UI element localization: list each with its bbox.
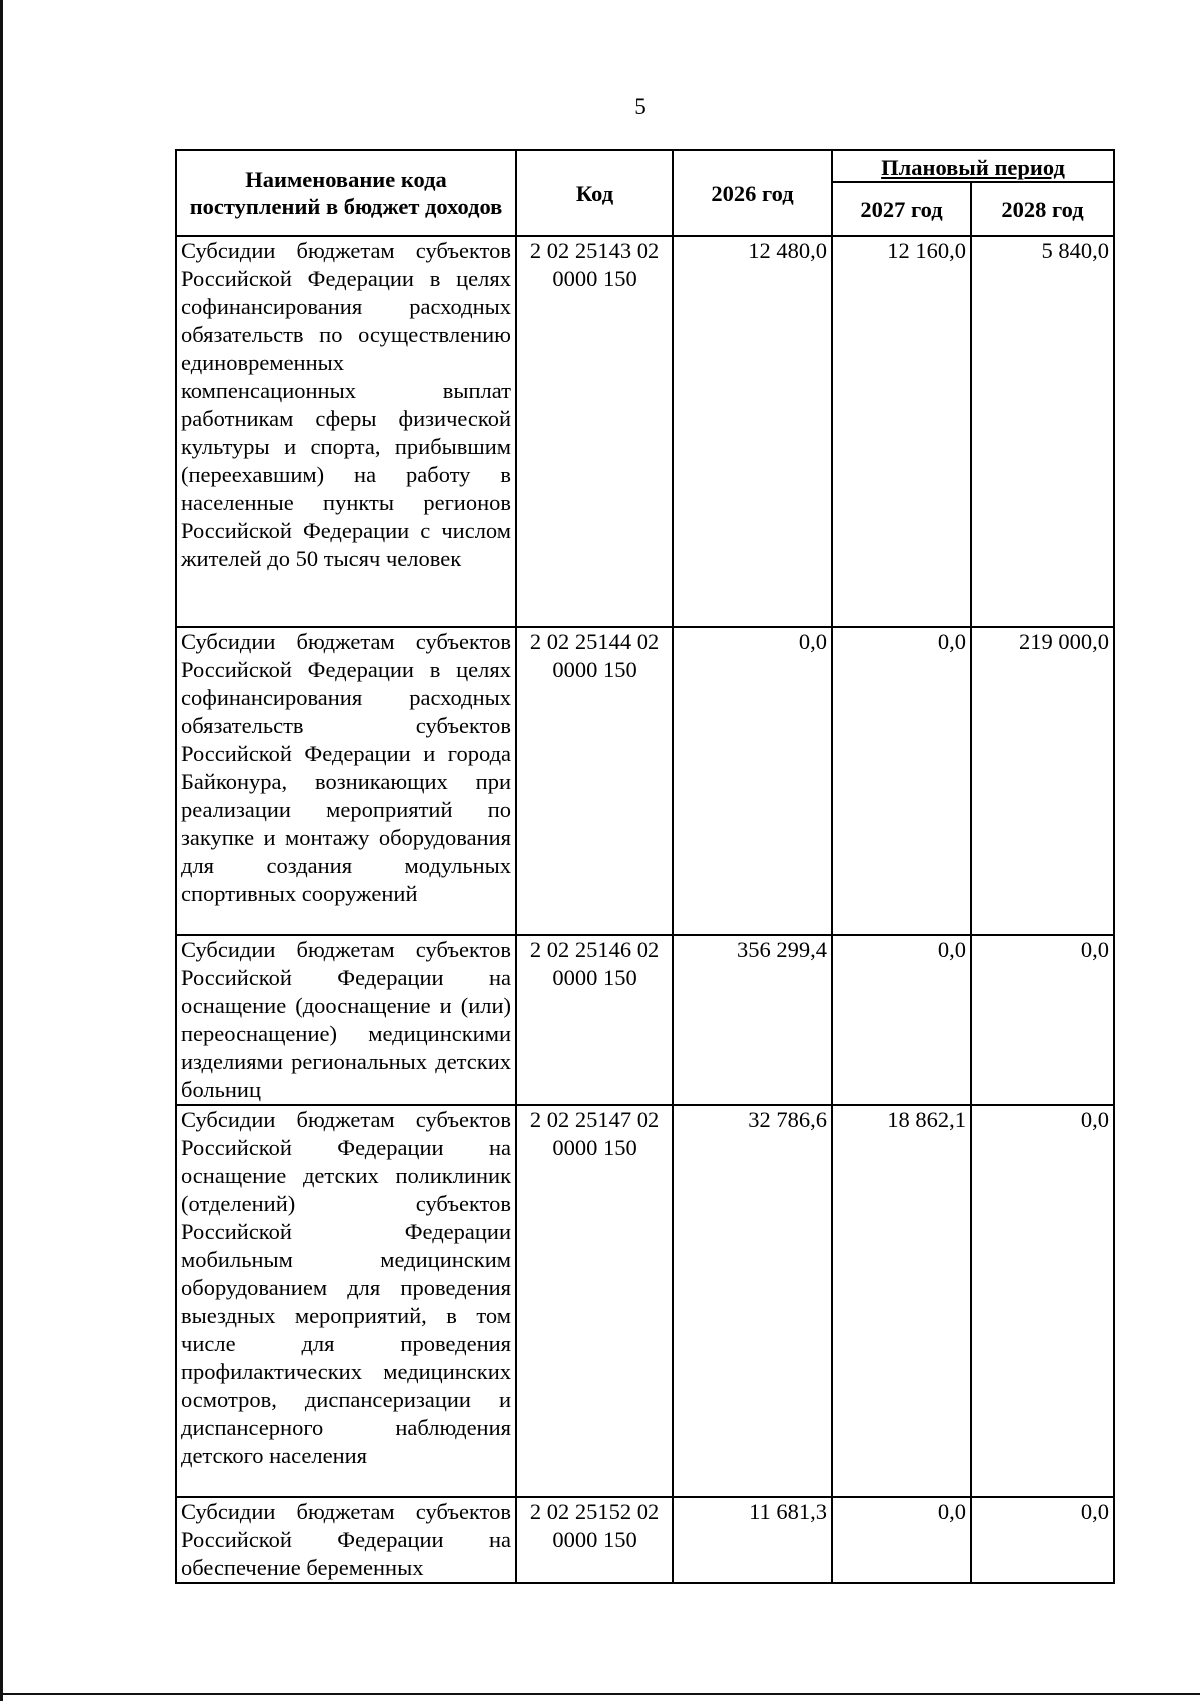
table-row <box>176 935 1114 1105</box>
header-code: Код <box>516 150 673 236</box>
row-code: 2 02 25146 02 0000 150 <box>516 935 673 1105</box>
scan-edge-bottom <box>0 1693 1200 1695</box>
row-value-2027: 0,0 <box>832 935 971 1105</box>
row-value-2027: 12 160,0 <box>832 236 971 627</box>
row-value-2026: 11 681,3 <box>673 1497 832 1583</box>
scan-edge-left <box>0 0 3 1701</box>
row-value-2026: 356 299,4 <box>673 935 832 1105</box>
table-row <box>176 1105 1114 1497</box>
table-row <box>176 627 1114 935</box>
header-2028: 2028 год <box>971 182 1114 236</box>
page-number: 5 <box>634 94 646 119</box>
table-row <box>176 1497 1114 1583</box>
header-2027: 2027 год <box>832 182 971 236</box>
row-value-2027: 18 862,1 <box>832 1105 971 1497</box>
row-name: Субсидии бюджетам субъектов Российской Федерации на оснащение (дооснащение и (или) переоснащение) медицинскими изделиями региональных детских больниц <box>176 935 516 1105</box>
row-value-2027: 0,0 <box>832 627 971 935</box>
row-value-2026: 12 480,0 <box>673 236 832 627</box>
row-value-2028: 0,0 <box>971 1497 1114 1583</box>
row-name: Субсидии бюджетам субъектов Российской Федерации на обеспечение беременных <box>176 1497 516 1583</box>
table-row <box>176 236 1114 627</box>
row-code: 2 02 25144 02 0000 150 <box>516 627 673 935</box>
row-value-2026: 32 786,6 <box>673 1105 832 1497</box>
header-planned-period: Плановый период <box>832 150 1114 182</box>
row-code: 2 02 25152 02 0000 150 <box>516 1497 673 1583</box>
row-value-2026: 0,0 <box>673 627 832 935</box>
row-value-2028: 219 000,0 <box>971 627 1114 935</box>
row-value-2027: 0,0 <box>832 1497 971 1583</box>
row-value-2028: 5 840,0 <box>971 236 1114 627</box>
header-name: Наименование кода поступлений в бюджет доходов <box>176 150 516 236</box>
row-name: Субсидии бюджетам субъектов Российской Федерации на оснащение детских поликлиник (отделений) субъектов Российской Федерации мобильным медицинским оборудованием для проведения выездных мероприятий, в том числе для проведения профилактических медицинских осмотров, диспансеризации и диспансерного наблюдения детского населения <box>176 1105 516 1497</box>
row-name: Субсидии бюджетам субъектов Российской Федерации в целях софинансирования расходных обязательств по осуществлению единовременных компенсационных выплат работникам сферы физической культуры и спорта, прибывшим (переехавшим) на работу в населенные пункты регионов Российской Федерации с числом жителей до 50 тысяч человек <box>176 236 516 627</box>
budget-revenue-table <box>175 149 1115 1584</box>
header-2026: 2026 год <box>673 150 832 236</box>
row-name: Субсидии бюджетам субъектов Российской Федерации в целях софинансирования расходных обязательств субъектов Российской Федерации и города Байконура, возникающих при реализации мероприятий по закупке и монтажу оборудования для создания модульных спортивных сооружений <box>176 627 516 935</box>
row-code: 2 02 25147 02 0000 150 <box>516 1105 673 1497</box>
row-code: 2 02 25143 02 0000 150 <box>516 236 673 627</box>
row-value-2028: 0,0 <box>971 935 1114 1105</box>
row-value-2028: 0,0 <box>971 1105 1114 1497</box>
